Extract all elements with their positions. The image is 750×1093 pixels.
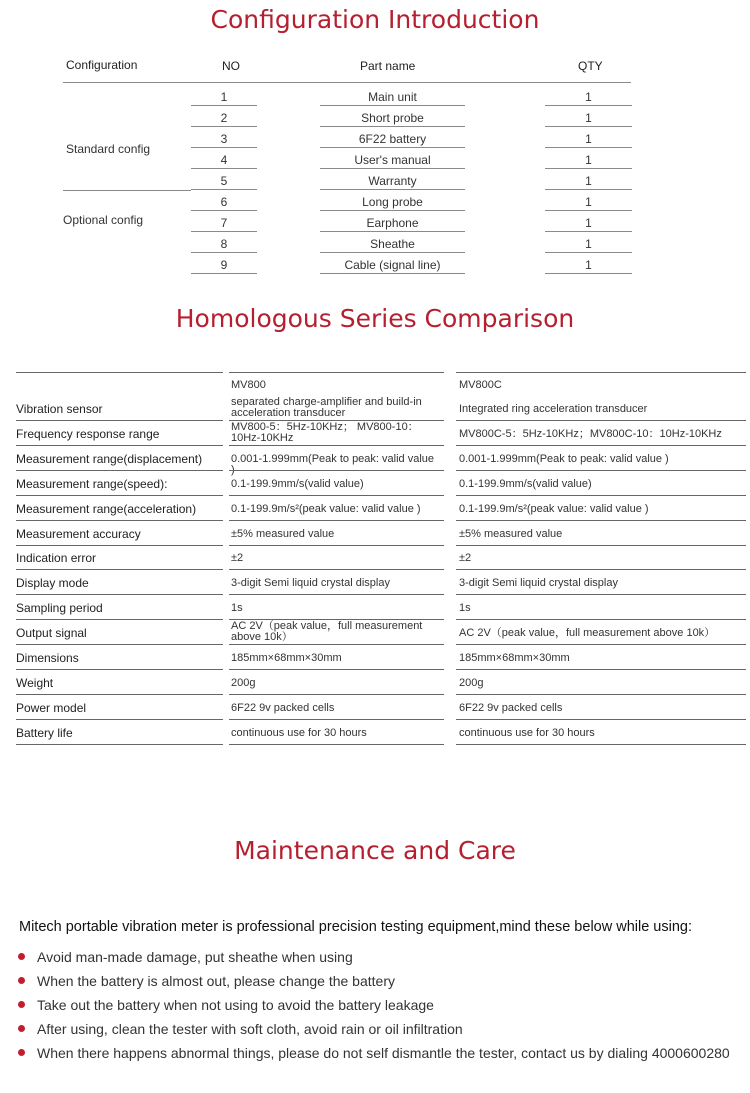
- comparison-row-divider: [16, 495, 746, 496]
- comparison-value-mv800c: ±5% measured value: [459, 527, 563, 540]
- comparison-value-mv800: separated charge-amplifier and build-in acceleration transducer: [231, 396, 422, 419]
- config-title: Configuration Introduction: [210, 5, 540, 34]
- comparison-value-mv800c: 200g: [459, 676, 484, 689]
- config-row-underline: [320, 189, 465, 190]
- comparison-row-divider: [16, 520, 746, 521]
- config-row-qty: 1: [585, 258, 592, 272]
- config-header-divider: [63, 82, 631, 83]
- config-row-no: 1: [220, 90, 228, 104]
- comparison-row-divider: [16, 719, 746, 720]
- config-row-underline: [320, 126, 465, 127]
- comparison-row-label: Measurement range(displacement): [16, 451, 203, 466]
- config-group-optional: Optional config: [63, 213, 144, 227]
- comparison-value-mv800c: continuous use for 30 hours: [459, 726, 595, 739]
- config-row-qty: 1: [585, 132, 592, 146]
- comparison-title: Homologous Series Comparison: [175, 304, 575, 333]
- config-row-no: 5: [220, 174, 228, 188]
- comparison-row-divider: [16, 594, 746, 595]
- comparison-value-mv800: 6F22 9v packed cells: [231, 701, 335, 714]
- config-row-underline: [191, 147, 257, 148]
- comparison-value-mv800: continuous use for 30 hours: [231, 726, 367, 739]
- comparison-value-mv800: AC 2V（peak value，full measurement above 10k）: [231, 620, 423, 644]
- config-row-part: Main unit: [368, 90, 417, 104]
- config-row-no: 6: [220, 195, 228, 209]
- config-row-underline: [545, 126, 632, 127]
- config-row-qty: 1: [585, 216, 592, 230]
- comparison-row-label: Measurement range(speed):: [16, 476, 168, 491]
- config-row-underline: [545, 231, 632, 232]
- config-row-underline: [191, 168, 257, 169]
- comparison-value-mv800c: 185mm×68mm×30mm: [459, 652, 570, 664]
- config-row-underline: [191, 231, 257, 232]
- config-group-standard: Standard config: [66, 142, 151, 156]
- config-row-underline: [545, 168, 632, 169]
- config-row-part: 6F22 battery: [358, 132, 427, 146]
- maintenance-item-text: Take out the battery when not using to avoid the battery leakage: [37, 997, 434, 1013]
- comparison-value-mv800c: 0.001-1.999mm(Peak to peak: valid value ): [459, 452, 669, 465]
- config-row-underline: [320, 168, 465, 169]
- comparison-row-label: Vibration sensor: [16, 402, 103, 416]
- config-row-no: 9: [220, 258, 228, 272]
- comparison-value-mv800: MV800-5：5Hz-10KHz； MV800-10：10Hz-10KHz: [231, 420, 419, 444]
- config-row-qty: 1: [585, 111, 592, 125]
- config-row-part: Sheathe: [370, 237, 415, 251]
- config-row-underline: [545, 189, 632, 190]
- model-name-mv800c: MV800C: [459, 379, 502, 391]
- bullet-dot-icon: [18, 1001, 25, 1008]
- comparison-value-mv800: 0.001-1.999mm(Peak to peak: valid value: [231, 452, 435, 465]
- comparison-value-mv800: ±2: [231, 552, 244, 565]
- config-row-no: 2: [220, 111, 228, 125]
- comparison-value-mv800: 200g: [231, 676, 256, 689]
- config-row-underline: [191, 210, 257, 211]
- comparison-row-label: Output signal: [16, 626, 87, 641]
- config-row-underline: [545, 252, 632, 253]
- config-row-qty: 1: [585, 237, 592, 251]
- config-row-underline: [191, 105, 257, 106]
- config-header-part-name: Part name: [360, 59, 416, 73]
- comparison-value-mv800: 1s: [231, 602, 243, 615]
- comparison-row-divider: [16, 644, 746, 645]
- comparison-column-gap: [223, 370, 229, 750]
- maintenance-list: [18, 945, 738, 1065]
- maintenance-item: [18, 993, 738, 1017]
- comparison-row-divider: [16, 744, 746, 745]
- maintenance-title: Maintenance and Care: [234, 836, 516, 865]
- config-row-qty: 1: [585, 195, 592, 209]
- comparison-value-mv800c: 3-digit Semi liquid crystal display: [459, 577, 618, 590]
- comparison-row-label: Sampling period: [16, 601, 103, 616]
- config-row-underline: [545, 273, 632, 274]
- comparison-value-mv800: 0.1-199.9mm/s(valid value): [231, 477, 364, 490]
- model-name-mv800: MV800: [231, 379, 266, 391]
- config-row-part: Earphone: [366, 216, 419, 230]
- comparison-row-label: Measurement accuracy: [16, 526, 141, 541]
- config-row-part: Long probe: [362, 195, 423, 209]
- config-row-underline: [545, 105, 632, 106]
- config-header-qty: QTY: [578, 59, 603, 73]
- comparison-value-mv800: 3-digit Semi liquid crystal display: [231, 577, 390, 590]
- maintenance-item-text: After using, clean the tester with soft cloth, avoid rain or oil infiltration: [37, 1021, 463, 1037]
- comparison-row-divider: [16, 470, 746, 471]
- maintenance-item: [18, 969, 738, 993]
- config-row-qty: 1: [585, 153, 592, 167]
- config-row-underline: [545, 147, 632, 148]
- config-row-underline: [320, 273, 465, 274]
- comparison-row-label: Display mode: [16, 576, 89, 591]
- config-row-part: Cable (signal line): [344, 258, 441, 272]
- comparison-value-mv800: ±5% measured value: [231, 527, 335, 540]
- config-row-no: 4: [220, 153, 228, 167]
- comparison-row-divider: [16, 569, 746, 570]
- comparison-row-label: Power model: [16, 700, 87, 715]
- config-row-qty: 1: [585, 174, 592, 188]
- config-row-qty: 1: [585, 90, 592, 104]
- config-row-no: 8: [220, 237, 228, 251]
- maintenance-item-text: When there happens abnormal things, please do not self dismantle the tester, contact us by dialing 4000600280: [37, 1045, 730, 1061]
- config-row-no: 7: [220, 216, 228, 230]
- config-row-no: 3: [220, 132, 228, 146]
- comparison-row-label: Measurement range(acceleration): [16, 501, 197, 516]
- maintenance-item: [18, 1017, 738, 1041]
- config-row-underline: [320, 105, 465, 106]
- bullet-dot-icon: [18, 1049, 25, 1056]
- comparison-row-divider: [16, 694, 746, 695]
- comparison-value-mv800c: 6F22 9v packed cells: [459, 701, 563, 714]
- maintenance-item: [18, 945, 738, 969]
- config-row-underline: [320, 231, 465, 232]
- comparison-value-mv800c: Integrated ring acceleration transducer: [459, 403, 648, 415]
- comparison-value-mv800: 185mm×68mm×30mm: [231, 652, 342, 664]
- comparison-row-label: Frequency response range: [16, 426, 160, 441]
- bullet-dot-icon: [18, 1025, 25, 1032]
- maintenance-item: [18, 1041, 738, 1065]
- comparison-row-divider: [16, 669, 746, 670]
- maintenance-item-text: Avoid man-made damage, put sheathe when using: [37, 949, 353, 965]
- config-header-no: NO: [222, 59, 240, 73]
- comparison-row-divider: [16, 445, 746, 446]
- comparison-row-label: Indication error: [16, 551, 97, 566]
- comparison-row-label: Battery life: [16, 725, 73, 740]
- comparison-value-mv800: 0.1-199.9m/s²(peak value: valid value ): [231, 502, 421, 515]
- config-row-underline: [191, 252, 257, 253]
- config-row-underline: [191, 189, 257, 190]
- config-row-underline: [320, 147, 465, 148]
- comparison-value-mv800c: 1s: [459, 602, 471, 615]
- config-row-underline: [320, 210, 465, 211]
- comparison-value-mv800c: 0.1-199.9mm/s(valid value): [459, 477, 592, 490]
- config-row-underline: [320, 252, 465, 253]
- comparison-value-mv800c: MV800C-5：5Hz-10KHz；MV800C-10：10Hz-10KHz: [459, 427, 722, 440]
- config-row-underline: [191, 126, 257, 127]
- bullet-dot-icon: [18, 977, 25, 984]
- comparison-row-label: Weight: [16, 675, 54, 690]
- config-row-underline: [191, 273, 257, 274]
- maintenance-item-text: When the battery is almost out, please change the battery: [37, 973, 395, 989]
- comparison-column-gap: [444, 370, 456, 750]
- config-header-configuration: Configuration: [66, 58, 138, 72]
- comparison-value-mv800c: 0.1-199.9m/s²(peak value: valid value ): [459, 502, 649, 515]
- config-row-part: Warranty: [368, 174, 417, 188]
- comparison-top-divider: [16, 372, 746, 373]
- comparison-row-divider: [16, 545, 746, 546]
- comparison-value-mv800c: AC 2V（peak value，full measurement above 10k）: [459, 627, 716, 640]
- maintenance-intro: Mitech portable vibration meter is professional precision testing equipment,mind these below while using:: [19, 919, 692, 935]
- config-row-part: Short probe: [361, 111, 424, 125]
- config-group-divider: [63, 190, 191, 191]
- config-row-underline: [545, 210, 632, 211]
- comparison-value-mv800c: ±2: [459, 552, 472, 565]
- bullet-dot-icon: [18, 953, 25, 960]
- config-row-part: User's manual: [354, 153, 431, 167]
- comparison-row-label: Dimensions: [16, 651, 79, 665]
